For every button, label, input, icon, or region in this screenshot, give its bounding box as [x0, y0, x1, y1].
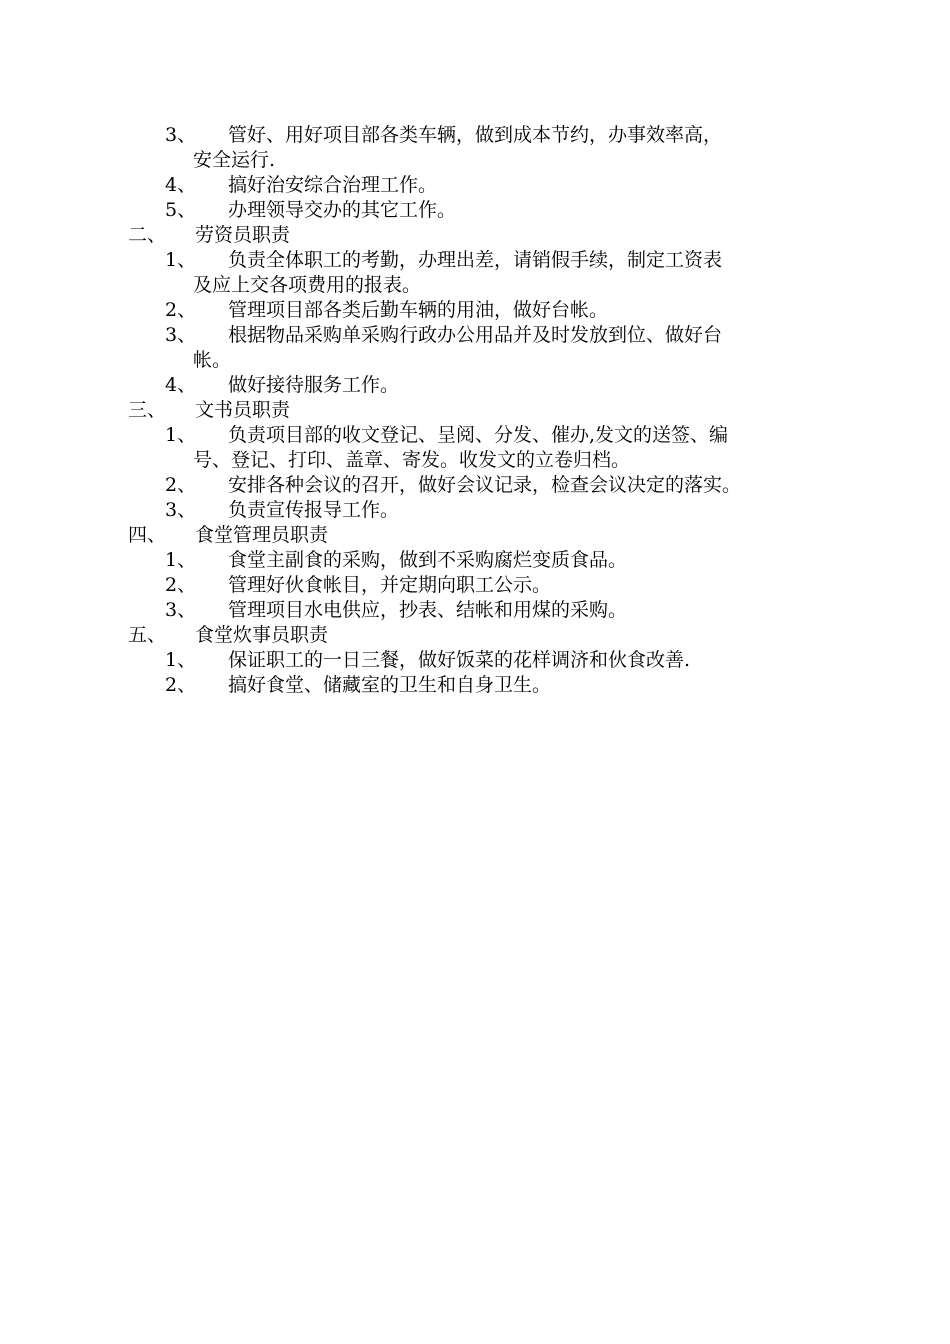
item-text: 负责宣传报导工作。	[228, 499, 400, 521]
list-item	[0, 598, 950, 623]
section-title: 文书员职责	[195, 399, 291, 421]
section-number: 五、	[128, 624, 167, 646]
list-item	[0, 373, 950, 398]
item-text: 负责项目部的收文登记、呈阅、分发、催办,发文的送签、编	[228, 424, 729, 446]
list-item	[0, 473, 950, 498]
list-item	[0, 198, 950, 223]
item-number: 1、	[165, 249, 197, 271]
list-item	[0, 248, 950, 273]
item-text: 管理项目部各类后勤车辆的用油，做好台帐。	[228, 299, 609, 321]
list-item-continuation	[0, 348, 950, 373]
item-text: 食堂主副食的采购，做到不采购腐烂变质食品。	[228, 549, 628, 571]
item-number: 4、	[165, 374, 197, 396]
list-item	[0, 123, 950, 148]
section-number: 二、	[128, 224, 167, 246]
item-text: 根据物品采购单采购行政办公用品并及时发放到位、做好台	[228, 324, 723, 346]
list-item	[0, 498, 950, 523]
list-item	[0, 173, 950, 198]
item-number: 3、	[165, 599, 197, 621]
item-text: 办理领导交办的其它工作。	[228, 199, 457, 221]
item-text: 负责全体职工的考勤，办理出差，请销假手续，制定工资表	[228, 249, 723, 271]
section-title: 食堂管理员职责	[195, 524, 329, 546]
list-item	[0, 648, 950, 673]
section-heading	[0, 623, 950, 648]
item-text: 号、登记、打印、盖章、寄发。收发文的立卷归档。	[193, 449, 631, 471]
item-number: 2、	[165, 299, 197, 321]
list-item	[0, 548, 950, 573]
section-title: 劳资员职责	[195, 224, 291, 246]
item-number: 2、	[165, 474, 197, 496]
item-text: 搞好治安综合治理工作。	[228, 174, 438, 196]
item-number: 1、	[165, 424, 197, 446]
item-text: 及应上交各项费用的报表。	[193, 274, 422, 296]
section-number: 三、	[128, 399, 167, 421]
item-number: 3、	[165, 499, 197, 521]
list-item	[0, 298, 950, 323]
section-number: 四、	[128, 524, 167, 546]
item-text: 搞好食堂、储藏室的卫生和自身卫生。	[228, 674, 552, 696]
item-text: 安全运行.	[193, 149, 276, 171]
section-heading	[0, 223, 950, 248]
list-item-continuation	[0, 148, 950, 173]
item-text: 管好、用好项目部各类车辆，做到成本节约，办事效率高，	[228, 124, 723, 146]
item-number: 2、	[165, 574, 197, 596]
item-text: 管理好伙食帐目，并定期向职工公示。	[228, 574, 552, 596]
list-item	[0, 423, 950, 448]
item-number: 3、	[165, 124, 197, 146]
item-text: 帐。	[193, 349, 232, 371]
item-text: 做好接待服务工作。	[228, 374, 400, 396]
list-item	[0, 673, 950, 698]
item-number: 2、	[165, 674, 197, 696]
document-body	[0, 123, 950, 698]
section-heading	[0, 398, 950, 423]
item-number: 3、	[165, 324, 197, 346]
item-number: 4、	[165, 174, 197, 196]
item-number: 1、	[165, 649, 197, 671]
list-item	[0, 323, 950, 348]
item-text: 安排各种会议的召开，做好会议记录，检查会议决定的落实。	[228, 474, 742, 496]
item-number: 1、	[165, 549, 197, 571]
section-heading	[0, 523, 950, 548]
list-item-continuation	[0, 448, 950, 473]
item-text: 保证职工的一日三餐，做好饭菜的花样调济和伙食改善.	[228, 649, 691, 671]
list-item	[0, 573, 950, 598]
item-text: 管理项目水电供应，抄表、结帐和用煤的采购。	[228, 599, 628, 621]
item-number: 5、	[165, 199, 197, 221]
section-title: 食堂炊事员职责	[195, 624, 329, 646]
list-item-continuation	[0, 273, 950, 298]
